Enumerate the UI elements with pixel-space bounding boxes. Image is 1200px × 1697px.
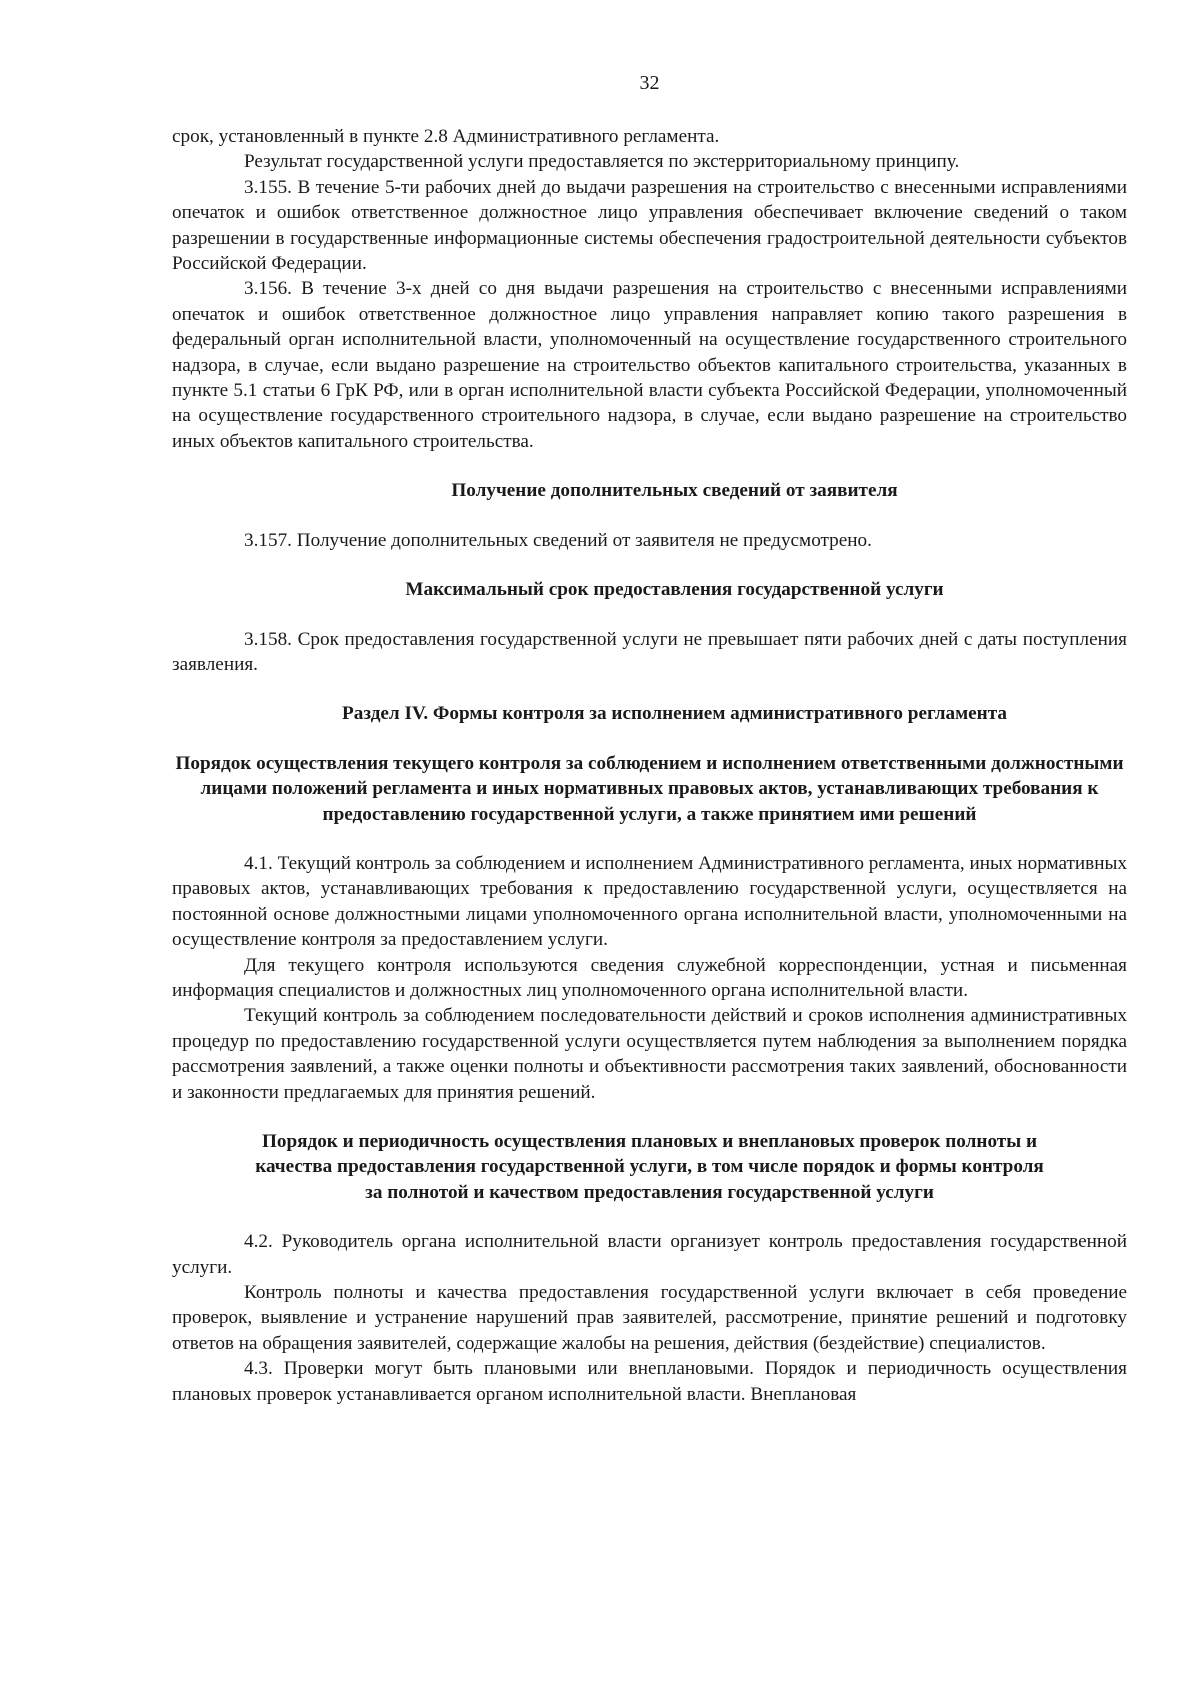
- paragraph: 3.155. В течение 5-ти рабочих дней до выдачи разрешения на строительство с внесенными исправлениями опечаток и ошибок ответственное должностное лицо управления обеспечивает включение сведений о таком разрешении в государственные информационные системы обеспечения градостроительной деятельности субъектов Российской Федерации.: [172, 176, 1127, 275]
- section-heading: Порядок и периодичность осуществления плановых и внеплановых проверок полноты и качества предоставления государственной услуги, в том числе порядок и формы контроля за полнотой и качеством предоставления государственной услуги: [255, 1131, 1044, 1203]
- section-heading: Порядок осуществления текущего контроля за соблюдением и исполнением ответственными должностными лицами положений регламента и иных нормативных правовых актов, устанавливающих требования к предоставлению государственной услуги, а также принятием ими решений: [175, 752, 1124, 825]
- paragraph: Для текущего контроля используются сведения служебной корреспонденции, устная и письменная информация специалистов и должностных лиц уполномоченного органа исполнительной власти.: [172, 954, 1127, 1001]
- paragraph: Контроль полноты и качества предоставления государственной услуги включает в себя проведение проверок, выявление и устранение нарушений прав заявителей, рассмотрение, принятие решений и подготовку ответов на обращения заявителей, содержащие жалобы на решения, действия (бездействие) специалистов.: [172, 1282, 1127, 1354]
- paragraph: 3.158. Срок предоставления государственной услуги не превышает пяти рабочих дней с даты поступления заявления.: [172, 628, 1127, 675]
- page-number: 32: [639, 72, 660, 94]
- paragraph: 4.3. Проверки могут быть плановыми или внеплановыми. Порядок и периодичность осуществления плановых проверок устанавливается органом исполнительной власти. Внеплановая: [172, 1358, 1127, 1405]
- paragraph: 3.156. В течение 3-х дней со дня выдачи разрешения на строительство с внесенными исправлениями опечаток и ошибок ответственное должностное лицо управления направляет копию такого разрешения в федеральный орган исполнительной власти, уполномоченный на осуществление государственного строительного надзора, в случае, если выдано разрешение на строительство объектов капитального строительства, указанных в пункте 5.1 статьи 6 ГрК РФ, или в орган исполнительной власти субъекта Российской Федерации, уполномоченный на осуществление государственного строительного надзора, в случае, если выдано разрешение на строительство иных объектов капитального строительства.: [172, 278, 1127, 452]
- document-body: [172, 124, 1127, 1407]
- paragraph: срок, установленный в пункте 2.8 Административного регламента.: [172, 126, 720, 147]
- section-heading: Получение дополнительных сведений от заявителя: [451, 480, 898, 502]
- paragraph: 3.157. Получение дополнительных сведений от заявителя не предусмотрено.: [244, 529, 872, 551]
- section-heading: Максимальный срок предоставления государственной услуги: [405, 579, 944, 601]
- paragraph: 4.1. Текущий контроль за соблюдением и исполнением Административного регламента, иных нормативных правовых актов, устанавливающих требования к предоставлению государственной услуги, осуществляется на постоянной основе должностными лицами уполномоченного органа исполнительной власти, уполномоченными на осуществление контроля за предоставлением услуги.: [172, 852, 1127, 951]
- chapter-heading: Раздел IV. Формы контроля за исполнением административного регламента: [342, 703, 1007, 725]
- paragraph: 4.2. Руководитель органа исполнительной власти организует контроль предоставления государственной услуги.: [172, 1231, 1127, 1278]
- paragraph: Текущий контроль за соблюдением последовательности действий и сроков исполнения административных процедур по предоставлению государственной услуги осуществляется путем наблюдения за выполнением порядка рассмотрения заявлений, а также оценки полноты и объективности рассмотрения таких заявлений, обоснованности и законности предлагаемых для принятия решений.: [172, 1005, 1127, 1103]
- paragraph: Результат государственной услуги предоставляется по экстерриториальному принципу.: [244, 151, 960, 173]
